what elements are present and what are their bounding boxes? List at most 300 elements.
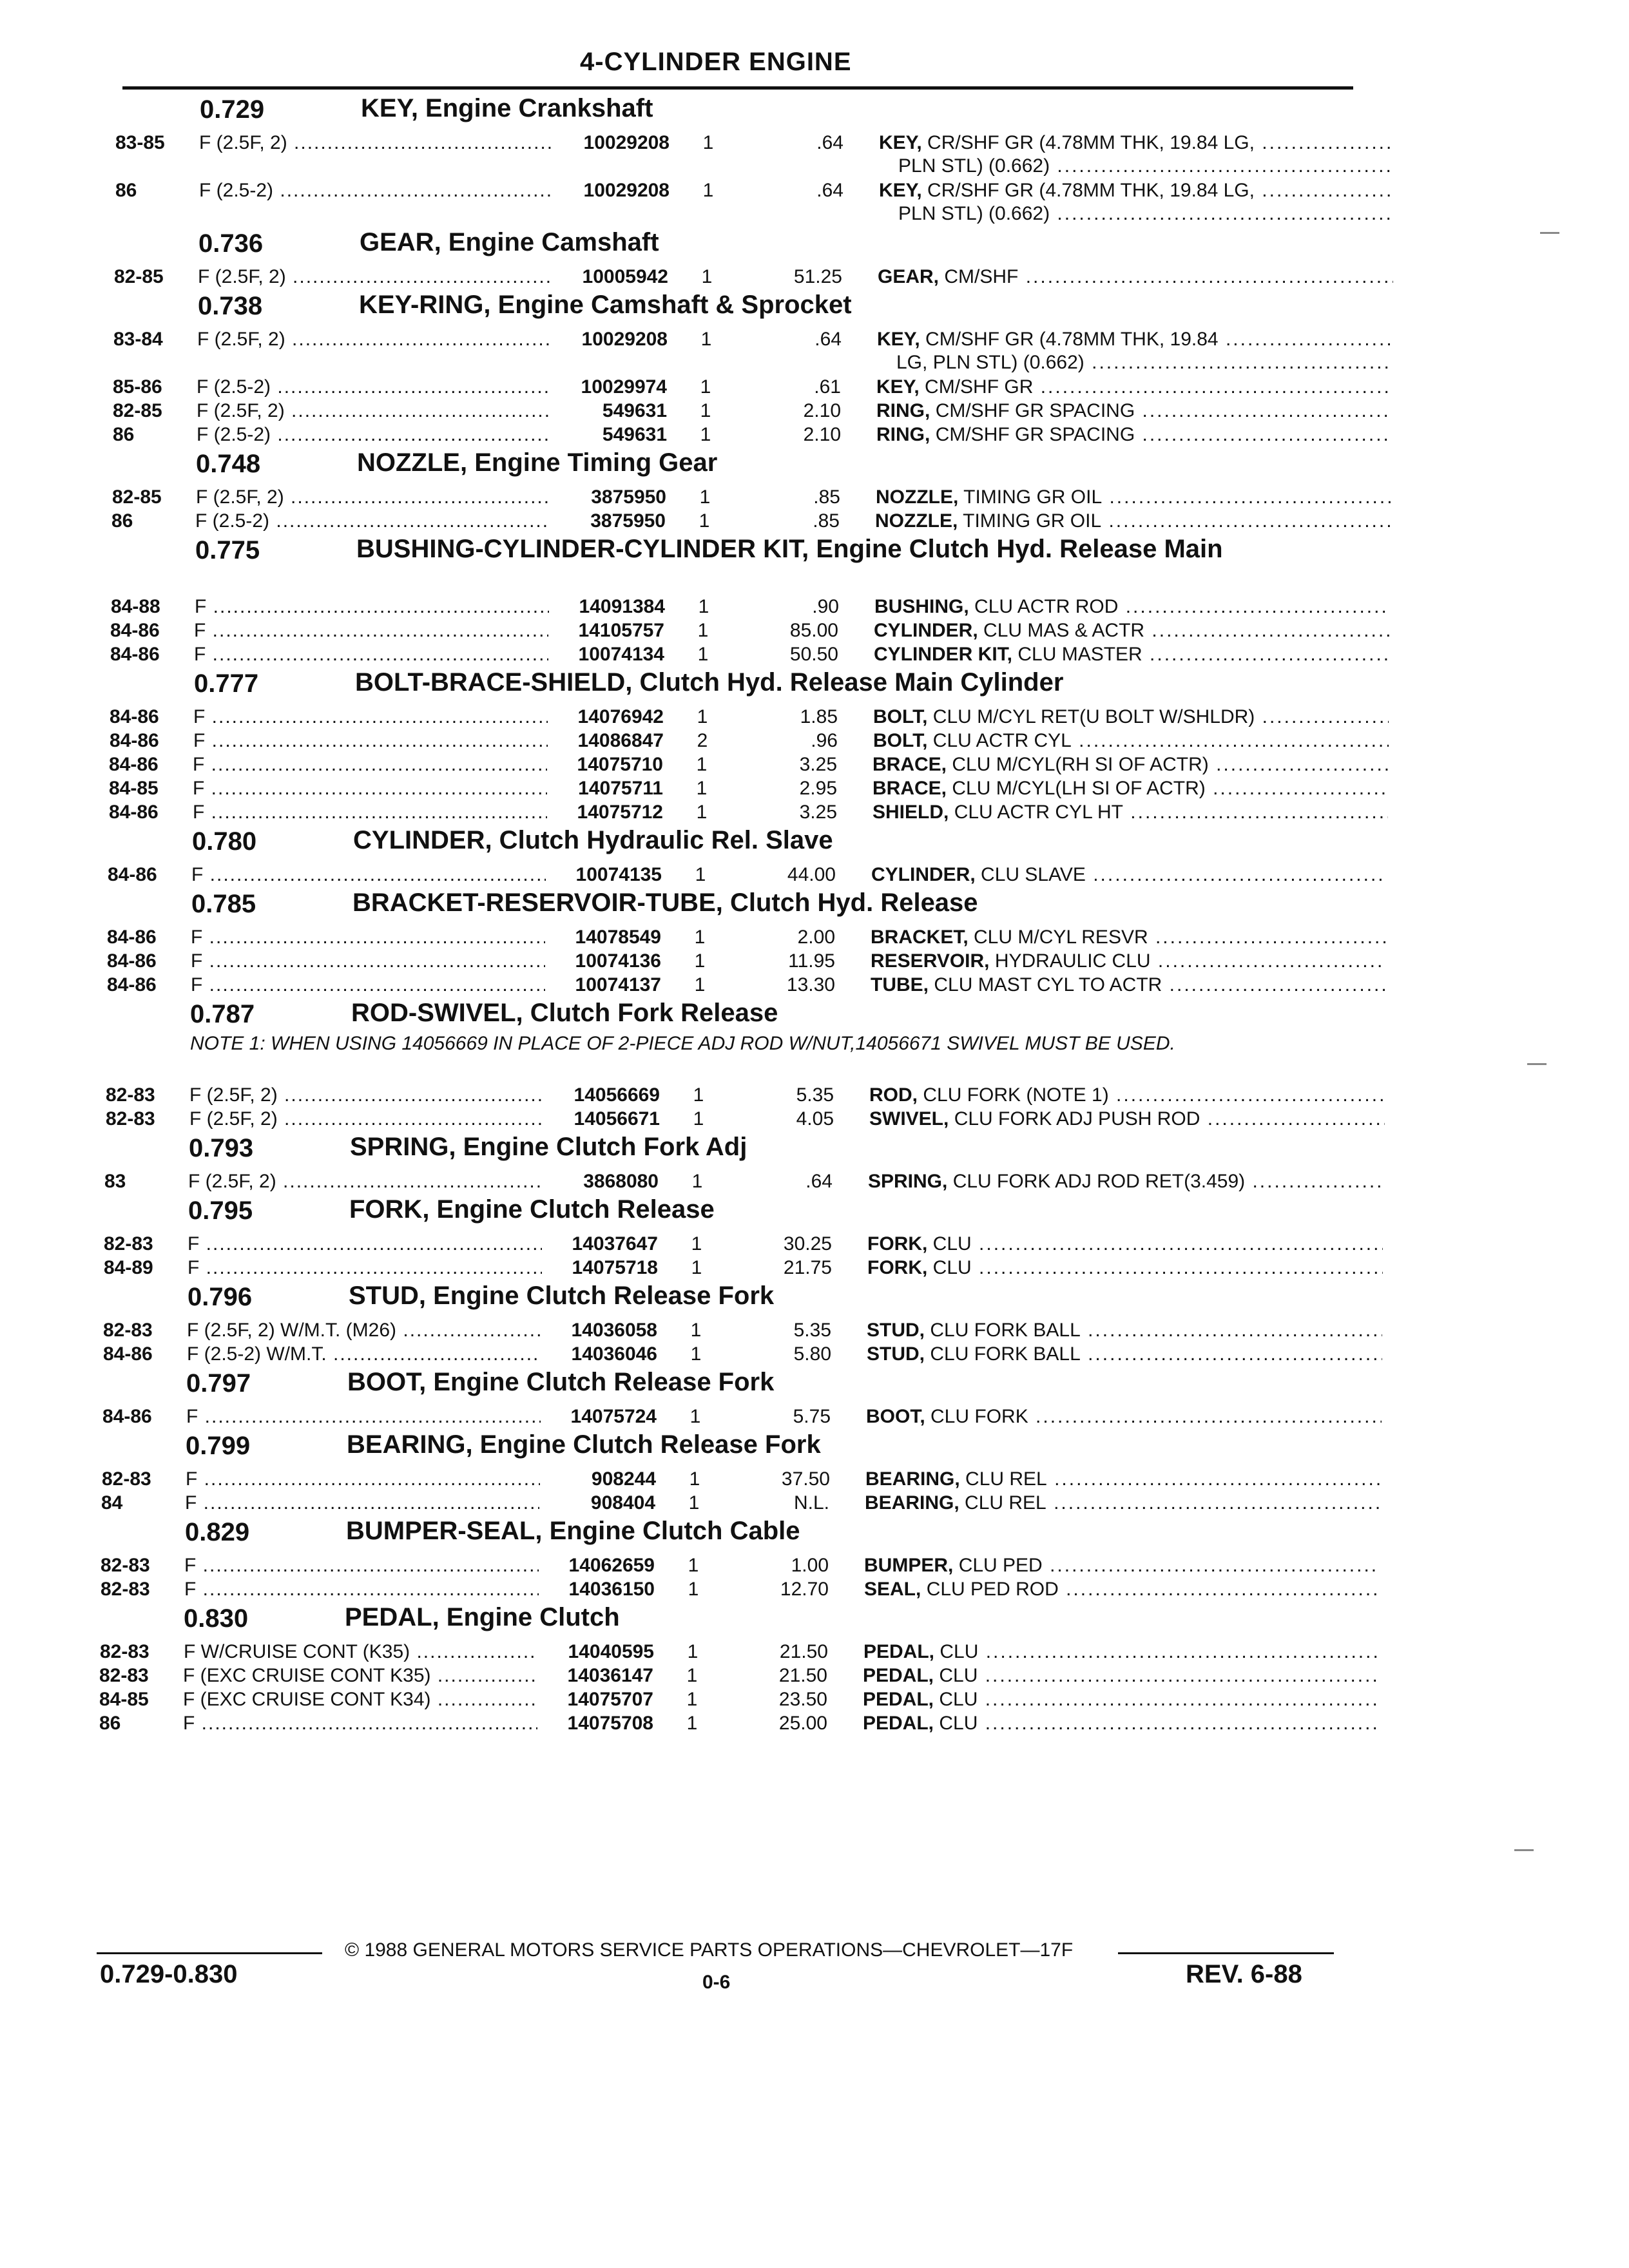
price: .64 [816,132,843,153]
price: .96 [811,730,838,751]
price: .64 [816,180,843,201]
part-description-cont: LG, PLN STL) (0.662) ..... [877,351,1393,374]
price: 5.75 [793,1406,831,1427]
part-description [867,1319,1382,1342]
part-detail: CLU ACTR ROD [974,596,1119,617]
application: F ..... [186,1468,637,1491]
part-description [866,1405,1382,1428]
part-description [865,1468,1381,1491]
application: F (2.5F, 2) ..... [189,1108,641,1131]
price: .85 [813,510,840,532]
section-name: BOOT, Engine Clutch Release Fork [347,1368,775,1396]
part-number: 10029208 [554,131,670,155]
part-description [876,399,1392,423]
application: F ..... [191,950,642,973]
part-number: 14036150 [539,1578,655,1601]
application: F ..... [191,863,642,887]
model-years: 82-83 [104,1233,153,1254]
part-number: 14056671 [544,1108,660,1131]
price: 25.00 [778,1713,827,1734]
part-detail: CLU ACTR CYL [932,730,1072,751]
part-type: STUD, [867,1320,925,1341]
model-years: 85-86 [113,376,162,398]
part-detail: CLU MASTER [1017,644,1142,665]
model-years: 86 [111,510,133,532]
model-years: 84-85 [99,1689,149,1710]
quantity: 1 [699,486,711,508]
price: 5.35 [793,1320,831,1341]
quantity: 1 [696,778,708,799]
quantity: 1 [700,329,712,350]
part-type: KEY, [877,329,920,350]
application: F (EXC CRUISE CONT K35) ..... [183,1664,634,1687]
part-type: BRACE, [872,754,947,775]
section-name: NOZZLE, Engine Timing Gear [357,448,718,477]
model-years: 82-83 [102,1468,151,1490]
part-number: 14091384 [549,595,665,619]
part-type: PEDAL, [863,1641,935,1662]
part-detail: CM/SHF GR SPACING [935,424,1135,445]
part-type: PEDAL, [863,1713,934,1734]
price: .85 [813,486,840,508]
part-type: GEAR, [878,266,940,287]
quantity: 1 [695,864,706,885]
section-name: BOLT-BRACE-SHIELD, Clutch Hyd. Release Main Cylinder [355,668,1064,697]
section-name: GEAR, Engine Camshaft [360,228,659,256]
application: F ..... [194,643,645,666]
quantity: 1 [701,266,713,287]
price: 51.25 [793,266,842,287]
model-years: 84-86 [108,864,157,885]
section-number: 0.729 [200,95,265,124]
model-years: 82-83 [103,1320,153,1341]
quantity: 2 [697,730,708,751]
model-years: 84-86 [107,974,157,995]
price: 21.50 [778,1665,827,1686]
quantity: 1 [691,1233,702,1254]
application: F ..... [186,1405,637,1428]
application: F (EXC CRUISE CONT K34) ..... [183,1688,634,1711]
price: 2.10 [803,424,841,445]
price: 5.80 [793,1343,831,1365]
application: F (2.5-2) ..... [195,510,646,533]
price: 21.75 [783,1257,832,1278]
part-number: 14086847 [548,729,664,753]
part-detail: CLU REL [965,1492,1046,1514]
part-detail: CLU FORK ADJ ROD RET(3.459) [952,1171,1246,1192]
part-number: 10074137 [545,974,661,997]
header-rule [122,86,1353,90]
part-number: 14056669 [544,1084,660,1107]
section-number: 0.797 [186,1369,251,1398]
part-detail: CM/SHF GR (4.78MM THK, 19.84 [925,329,1219,350]
section-number: 0.775 [195,536,260,564]
application: F (2.5-2) ..... [197,376,648,399]
price: 5.35 [796,1084,834,1106]
part-detail: TIMING GR OIL [963,510,1102,532]
margin-mark [1514,1849,1534,1851]
model-years: 84-88 [111,596,160,617]
part-type: BEARING, [865,1492,959,1514]
quantity: 1 [694,974,706,995]
part-description [865,1492,1380,1515]
quantity: 1 [687,1641,699,1662]
part-number: 10074134 [548,643,664,666]
model-years: 84-86 [109,802,159,823]
part-type: CYLINDER, [871,864,976,885]
price: 12.70 [780,1579,829,1600]
part-detail: CLU M/CYL RET(U BOLT W/SHLDR) [932,706,1255,727]
application: F (2.5F, 2) ..... [199,131,650,155]
part-detail: CLU M/CYL(LH SI OF ACTR) [952,778,1206,799]
application: F (2.5-2) ..... [197,423,648,447]
part-detail: CM/SHF GR SPACING [935,400,1135,421]
quantity: 1 [690,1343,702,1365]
price: 2.10 [803,400,841,421]
price: 11.95 [788,950,835,972]
application: F ..... [193,729,644,753]
part-number: 14105757 [548,619,664,642]
part-description [863,1640,1379,1664]
model-years: 84-86 [107,927,157,948]
price: 85.00 [789,620,838,641]
section-number: 0.793 [189,1134,254,1162]
model-years: 84-86 [110,706,159,727]
part-type: BEARING, [865,1468,960,1490]
section-note: NOTE 1: WHEN USING 14056669 IN PLACE OF 2-PIECE ADJ ROD W/NUT,14056671 SWIVEL MUST BE USED. [190,1033,1175,1054]
model-years: 84-86 [109,754,159,775]
part-detail: CLU [940,1641,979,1662]
part-number: 10074136 [545,950,661,973]
model-years: 84 [101,1492,123,1514]
model-years: 84-86 [107,950,157,972]
part-number: 14036058 [541,1319,657,1342]
section-name: PEDAL, Engine Clutch [345,1603,620,1631]
part-type: ROD, [869,1084,918,1106]
application: F ..... [188,1256,639,1280]
part-type: RING, [876,424,930,445]
part-number: 10029208 [552,328,668,351]
part-description [863,1712,1378,1735]
application: F ..... [193,753,644,776]
part-number: 3875950 [550,486,666,509]
application: F ..... [194,619,645,642]
price: 44.00 [787,864,836,885]
price: .90 [812,596,839,617]
part-number: 14075710 [547,753,663,776]
part-type: NOZZLE, [876,486,959,508]
footer-rule-right [1118,1952,1334,1954]
part-detail: CLU M/CYL RESVR [974,927,1148,948]
part-number: 14078549 [545,926,661,949]
model-years: 82-83 [100,1641,149,1662]
part-description [872,801,1388,824]
part-number: 14062659 [539,1554,655,1577]
part-type: KEY, [879,132,922,153]
quantity: 1 [686,1689,698,1710]
application: F ..... [193,706,644,729]
part-description [874,595,1390,619]
part-description [875,510,1391,533]
section-name: CYLINDER, Clutch Hydraulic Rel. Slave [353,826,833,854]
page-title: 4-CYLINDER ENGINE [580,48,852,76]
footer-revision: REV. 6-88 [1186,1960,1302,1988]
application: F (2.5F, 2) ..... [189,1084,641,1107]
part-description [873,706,1389,729]
quantity: 1 [700,400,711,421]
part-detail: CLU [932,1233,972,1254]
application: F (2.5-2) W/M.T. ..... [187,1343,638,1366]
part-type: SPRING, [868,1171,948,1192]
application: F ..... [188,1233,639,1256]
application: F (2.5F, 2) ..... [197,328,648,351]
part-type: BOLT, [873,730,928,751]
model-years: 82-85 [112,486,162,508]
quantity: 1 [697,644,709,665]
part-type: KEY, [876,376,920,398]
section-name: KEY, Engine Crankshaft [361,94,653,122]
model-years: 82-83 [101,1579,150,1600]
part-description [872,753,1388,776]
model-years: 82-83 [101,1555,150,1576]
application: F ..... [191,974,642,997]
part-description [871,950,1386,973]
part-description [876,423,1392,447]
part-description [863,1664,1378,1687]
application: F ..... [184,1578,635,1601]
part-type: BOLT, [873,706,928,727]
part-number: 3875950 [550,510,666,533]
section-number: 0.780 [192,827,257,856]
part-number: 10029208 [554,179,670,202]
model-years: 84-86 [103,1343,153,1365]
part-description [869,1108,1385,1131]
price: 2.95 [799,778,837,799]
model-years: 86 [113,424,135,445]
part-number: 549631 [551,423,667,447]
model-years: 84-89 [104,1257,153,1278]
part-detail: CLU FORK [930,1406,1028,1427]
model-years: 82-85 [114,266,164,287]
part-number: 14036046 [541,1343,657,1366]
section-number: 0.738 [198,292,263,320]
part-description [871,974,1386,997]
part-number: 14037647 [542,1233,658,1256]
quantity: 1 [702,132,714,153]
model-years: 86 [99,1713,121,1734]
section-name: STUD, Engine Clutch Release Fork [349,1282,775,1310]
application: F (2.5F, 2) W/M.T. (M26) ..... [187,1319,638,1342]
price: 1.00 [791,1555,829,1576]
part-detail: CLU SLAVE [981,864,1086,885]
quantity: 1 [700,424,711,445]
quantity: 1 [689,1468,700,1490]
quantity: 1 [689,1406,701,1427]
application: F (2.5F, 2) ..... [196,486,647,509]
part-type: FORK, [867,1257,928,1278]
quantity: 1 [696,802,708,823]
part-description [869,1084,1385,1107]
margin-mark [1527,1063,1547,1065]
quantity: 1 [700,376,711,398]
quantity: 1 [691,1171,703,1192]
model-years: 83 [104,1171,126,1192]
part-type: STUD, [867,1343,925,1365]
part-description [867,1233,1383,1256]
part-description [876,376,1392,399]
part-detail: CLU ACTR CYL HT [954,802,1123,823]
section-name: BUMPER-SEAL, Engine Clutch Cable [346,1517,800,1545]
part-detail: CLU [939,1665,978,1686]
quantity: 1 [694,927,706,948]
model-years: 83-85 [115,132,165,153]
model-years: 82-85 [113,400,162,421]
quantity: 1 [702,180,714,201]
part-number: 14076942 [548,706,664,729]
price: 37.50 [781,1468,830,1490]
part-detail: HYDRAULIC CLU [994,950,1151,972]
part-type: SHIELD, [872,802,949,823]
price: 21.50 [779,1641,828,1662]
part-type: SEAL, [864,1579,921,1600]
part-number: 3868080 [543,1170,659,1193]
part-description [867,1343,1382,1366]
part-type: BRACE, [872,778,947,799]
quantity: 1 [686,1665,698,1686]
section-name: SPRING, Engine Clutch Fork Adj [350,1133,747,1161]
footer-section-range: 0.729-0.830 [100,1960,238,1988]
part-description [871,863,1387,887]
part-type: BUSHING, [874,596,969,617]
application: F ..... [183,1712,634,1735]
part-type: KEY, [879,180,922,201]
part-detail: CM/SHF [944,266,1019,287]
part-detail: CLU FORK ADJ PUSH ROD [954,1108,1200,1129]
part-description-cont: PLN STL) (0.662) ..... [879,155,1394,178]
price: 23.50 [778,1689,827,1710]
part-detail: CLU REL [965,1468,1047,1490]
price: N.L. [793,1492,829,1514]
part-description [864,1578,1380,1601]
margin-mark [1540,232,1559,234]
quantity: 1 [694,950,706,972]
part-detail: CLU FORK (NOTE 1) [923,1084,1109,1106]
part-description [871,926,1386,949]
part-detail: CLU PED ROD [926,1579,1059,1600]
quantity: 1 [693,1108,704,1129]
model-years: 84-86 [110,730,159,751]
application: F ..... [184,1554,635,1577]
part-number: 908244 [540,1468,656,1491]
price: 1.85 [800,706,838,727]
part-description-cont: PLN STL) (0.662) ..... [879,202,1394,226]
part-type: RESERVOIR, [871,950,990,972]
model-years: 84-86 [102,1406,152,1427]
quantity: 1 [693,1084,704,1106]
model-years: 82-83 [99,1665,149,1686]
part-description [876,486,1391,509]
quantity: 1 [691,1257,702,1278]
section-number: 0.796 [188,1283,253,1311]
model-years: 84-86 [110,620,160,641]
application: F ..... [191,926,642,949]
part-detail: CLU MAS & ACTR [983,620,1145,641]
part-type: FORK, [867,1233,928,1254]
section-number: 0.795 [188,1196,253,1225]
section-number: 0.736 [198,229,264,258]
part-type: CYLINDER, [874,620,978,641]
price: .61 [814,376,841,398]
section-name: BEARING, Engine Clutch Release Fork [347,1430,821,1459]
price: .64 [805,1171,833,1192]
application: F ..... [195,595,646,619]
part-description [863,1688,1378,1711]
quantity: 1 [688,1492,700,1514]
part-detail: CLU FORK BALL [930,1343,1081,1365]
part-type: BUMPER, [864,1555,954,1576]
part-description [877,328,1393,374]
part-type: PEDAL, [863,1665,934,1686]
part-detail: CLU [939,1713,978,1734]
part-number: 549631 [551,399,667,423]
part-description [874,643,1389,666]
part-description [879,131,1394,178]
part-detail: CR/SHF GR (4.78MM THK, 19.84 LG, [927,132,1255,153]
quantity: 1 [688,1555,699,1576]
section-number: 0.830 [184,1604,249,1633]
part-description [868,1170,1383,1193]
price: 13.30 [786,974,835,995]
part-type: BOOT, [866,1406,925,1427]
section-number: 0.829 [185,1518,250,1546]
part-number: 908404 [539,1492,655,1515]
part-description [872,777,1388,800]
part-description [864,1554,1380,1577]
price: 30.25 [783,1233,832,1254]
part-detail: CR/SHF GR (4.78MM THK, 19.84 LG, [927,180,1255,201]
section-number: 0.787 [190,1000,255,1028]
quantity: 1 [686,1713,698,1734]
part-number: 14075707 [537,1688,653,1711]
part-type: SWIVEL, [869,1108,949,1129]
part-type: CYLINDER KIT, [874,644,1013,665]
part-detail: CLU MAST CYL TO ACTR [934,974,1162,995]
part-detail: TIMING GR OIL [963,486,1103,508]
section-name: FORK, Engine Clutch Release [349,1195,715,1224]
quantity: 1 [697,706,708,727]
footer-page-number: 0-6 [702,1972,731,1993]
price: .64 [815,329,842,350]
model-years: 83-84 [113,329,163,350]
application: F W/CRUISE CONT (K35) ..... [184,1640,635,1664]
quantity: 1 [696,754,708,775]
section-name: BRACKET-RESERVOIR-TUBE, Clutch Hyd. Release [352,889,978,917]
section-name: ROD-SWIVEL, Clutch Fork Release [351,999,778,1027]
part-number: 14075718 [542,1256,658,1280]
application: F (2.5-2) ..... [199,179,650,202]
footer-rule-left [97,1952,322,1954]
part-detail: CLU FORK BALL [930,1320,1081,1341]
part-number: 14075712 [547,801,663,824]
application: F ..... [185,1492,636,1515]
section-name: KEY-RING, Engine Camshaft & Sprocket [359,291,852,319]
quantity: 1 [698,596,709,617]
footer-copyright: © 1988 GENERAL MOTORS SERVICE PARTS OPERATIONS—CHEVROLET—17F [345,1939,1074,1961]
section-number: 0.777 [194,669,259,698]
section-number: 0.799 [186,1432,251,1460]
part-detail: CLU [932,1257,972,1278]
part-number: 14075724 [541,1405,657,1428]
